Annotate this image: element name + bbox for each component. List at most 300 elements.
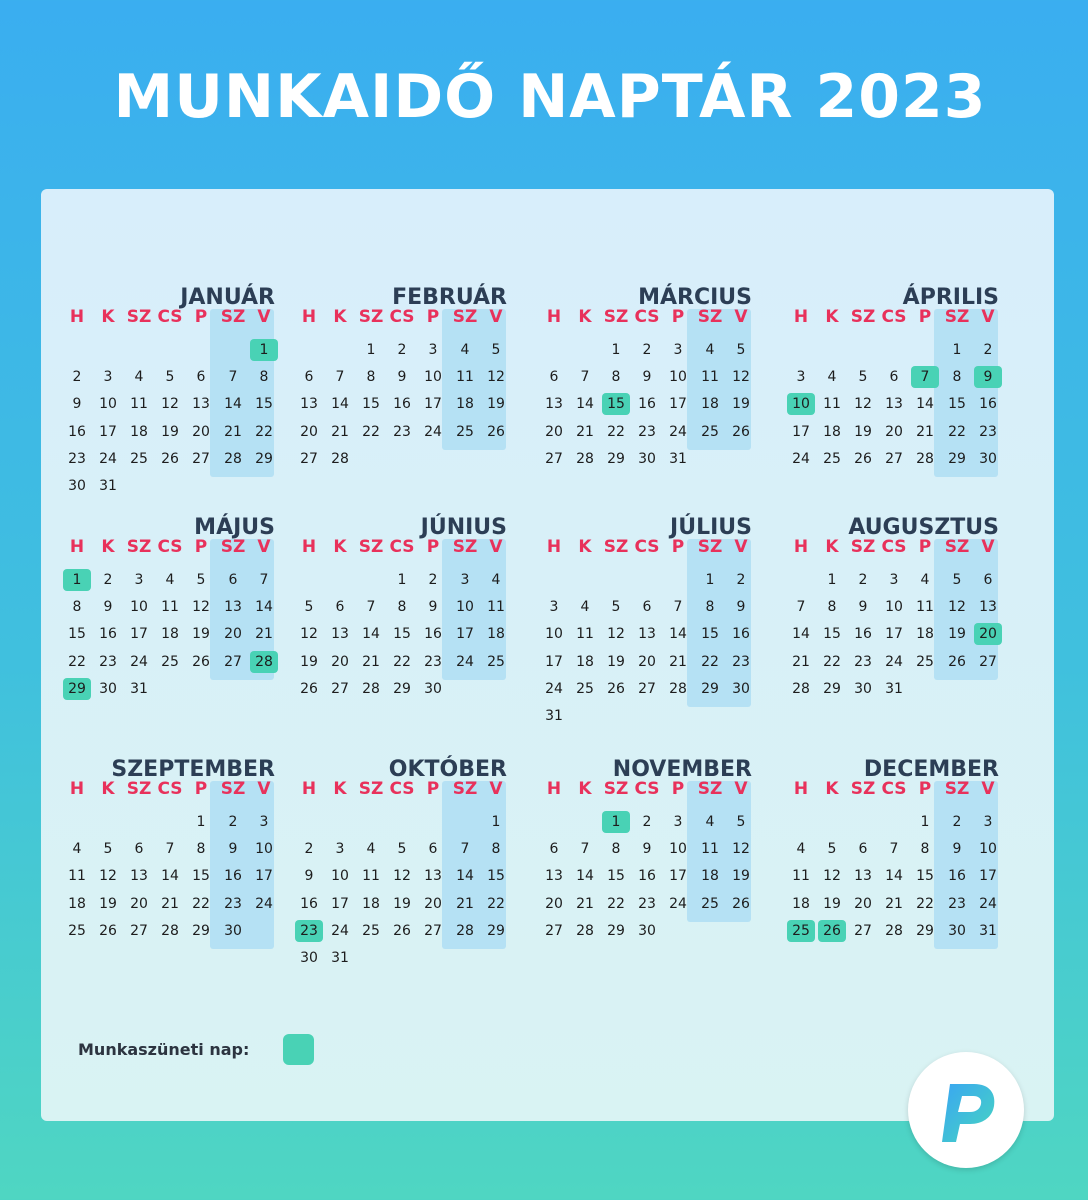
day-cell: 28 <box>224 450 242 467</box>
day-cell: 5 <box>397 841 407 858</box>
day-cell: 3 <box>259 814 269 830</box>
day-cell: 27 <box>854 922 872 939</box>
day-cell: 22 <box>393 653 411 670</box>
day-cell: 24 <box>331 922 349 939</box>
day-cell: 3 <box>983 814 993 830</box>
day-cell: 5 <box>304 599 314 616</box>
day-cell: 25 <box>362 922 380 939</box>
day-cell: 16 <box>393 396 411 413</box>
day-cell: 4 <box>705 342 715 358</box>
weekday-label: SZ <box>126 779 152 799</box>
day-cell: 8 <box>611 369 621 386</box>
day-cell: 25 <box>68 922 86 939</box>
weekday-label: K <box>101 307 115 327</box>
day-cell: 22 <box>823 653 841 670</box>
weekday-label: SZ <box>850 537 876 557</box>
day-cell: 15 <box>823 626 841 643</box>
day-cell: 20 <box>545 423 563 440</box>
day-cell: 15 <box>948 396 966 413</box>
day-cell: 16 <box>732 626 750 643</box>
day-cell: 20 <box>638 653 656 670</box>
day-cell: 2 <box>642 814 652 830</box>
day-cell: 5 <box>736 342 746 358</box>
day-cell: 16 <box>300 895 318 912</box>
weekday-label: P <box>426 779 440 799</box>
day-cell: 24 <box>885 653 903 670</box>
day-cell: 25 <box>161 653 179 670</box>
weekday-label: SZ <box>603 779 629 799</box>
day-cell: 27 <box>192 450 210 467</box>
day-cell: 16 <box>68 423 86 440</box>
day-cell: 4 <box>134 369 144 386</box>
day-cell: 20 <box>545 895 563 912</box>
weekday-label: H <box>69 779 85 799</box>
day-cell: 8 <box>491 841 501 858</box>
day-cell: 16 <box>99 626 117 643</box>
day-cell: 9 <box>428 599 438 616</box>
day-cell: 21 <box>792 653 810 670</box>
day-cell: 13 <box>300 396 318 413</box>
day-cell: 12 <box>732 841 750 858</box>
day-cell: 26 <box>487 423 505 440</box>
day-cell: 21 <box>576 895 594 912</box>
weekday-label: P <box>918 307 932 327</box>
day-cell: 18 <box>130 423 148 440</box>
day-cell: 12 <box>393 868 411 885</box>
day-cell: 21 <box>885 895 903 912</box>
weekday-label: H <box>301 779 317 799</box>
day-cell: 6 <box>549 369 559 386</box>
day-cell: 31 <box>885 680 903 697</box>
day-cell: 30 <box>300 950 318 966</box>
day-cell: 18 <box>68 895 86 912</box>
weekday-header <box>787 305 1009 332</box>
weekday-label: P <box>671 307 685 327</box>
day-cell: 14 <box>576 396 594 413</box>
day-cell: 10 <box>456 599 474 616</box>
day-cell: 29 <box>607 450 625 467</box>
weekday-label: K <box>578 779 592 799</box>
weekday-label: V <box>981 307 995 327</box>
day-cell: 10 <box>545 626 563 643</box>
day-cell: 7 <box>165 841 175 858</box>
day-cell: 2 <box>983 342 993 358</box>
weekday-label: SZ <box>452 779 478 799</box>
weekday-label: V <box>489 779 503 799</box>
day-cell: 17 <box>331 895 349 912</box>
weekday-label: H <box>793 537 809 557</box>
day-cell: 20 <box>424 895 442 912</box>
day-cell: 23 <box>68 450 86 467</box>
weekday-label: K <box>825 307 839 327</box>
weekday-label: V <box>734 307 748 327</box>
weekday-label: V <box>734 779 748 799</box>
day-cell: 19 <box>823 895 841 912</box>
day-cell: 23 <box>979 423 997 440</box>
day-cell: 7 <box>228 369 238 386</box>
day-cell: 15 <box>255 396 273 413</box>
day-cell: 3 <box>335 841 345 858</box>
weekday-label: CS <box>157 537 183 557</box>
day-cell: 2 <box>103 572 113 588</box>
day-cell: 19 <box>161 423 179 440</box>
day-cell: 17 <box>979 868 997 885</box>
day-cell: 26 <box>393 922 411 939</box>
day-cell: 22 <box>255 423 273 440</box>
weekday-label: K <box>333 307 347 327</box>
day-cell: 26 <box>732 895 750 912</box>
day-cell: 16 <box>224 868 242 885</box>
day-cell: 3 <box>428 342 438 358</box>
day-cell: 13 <box>130 868 148 885</box>
day-cell: 6 <box>549 841 559 858</box>
day-cell: 23 <box>948 895 966 912</box>
day-cell: 17 <box>130 626 148 643</box>
day-cell: 15 <box>393 626 411 643</box>
day-cell: 12 <box>192 599 210 616</box>
weekday-header <box>63 777 285 804</box>
weekday-label: SZ <box>220 307 246 327</box>
day-cell: 6 <box>642 599 652 616</box>
weekday-label: K <box>578 307 592 327</box>
day-cell: 26 <box>99 922 117 939</box>
day-cell: 22 <box>68 653 86 670</box>
day-cell: 19 <box>487 396 505 413</box>
day-cell: 18 <box>487 626 505 643</box>
month-name: FEBRUÁR <box>392 285 507 310</box>
day-cell: 29 <box>823 680 841 697</box>
day-cell: 29 <box>487 922 505 939</box>
weekday-label: SZ <box>944 779 970 799</box>
weekday-label: K <box>333 537 347 557</box>
weekday-label: P <box>194 779 208 799</box>
day-cell: 7 <box>580 369 590 386</box>
weekday-label: SZ <box>850 779 876 799</box>
day-cell: 13 <box>424 868 442 885</box>
day-cell: 5 <box>611 599 621 616</box>
day-cell: 31 <box>979 922 997 939</box>
day-cell: 7 <box>259 572 269 588</box>
day-cell: 5 <box>827 841 837 858</box>
holiday-day: 1 <box>250 339 278 361</box>
day-cell: 20 <box>224 626 242 643</box>
month-name: JANUÁR <box>180 285 275 310</box>
day-cell: 17 <box>545 653 563 670</box>
day-cell: 10 <box>99 396 117 413</box>
weekday-header <box>295 535 517 562</box>
weekday-label: H <box>69 307 85 327</box>
day-cell: 28 <box>576 922 594 939</box>
day-cell: 8 <box>397 599 407 616</box>
day-cell: 28 <box>456 922 474 939</box>
day-cell: 24 <box>979 895 997 912</box>
day-cell: 28 <box>916 450 934 467</box>
holiday-day: 15 <box>602 393 630 415</box>
weekday-label: CS <box>389 307 415 327</box>
day-cell: 8 <box>705 599 715 616</box>
weekday-label: V <box>981 779 995 799</box>
weekday-label: P <box>671 537 685 557</box>
month-name: SZEPTEMBER <box>111 757 275 782</box>
weekday-label: V <box>981 537 995 557</box>
day-cell: 15 <box>192 868 210 885</box>
day-cell: 7 <box>796 599 806 616</box>
holiday-day: 9 <box>974 366 1002 388</box>
day-cell: 4 <box>460 342 470 358</box>
legend-label: Munkaszüneti nap: <box>78 1040 250 1059</box>
day-cell: 23 <box>99 653 117 670</box>
day-cell: 19 <box>948 626 966 643</box>
day-cell: 2 <box>428 572 438 588</box>
day-cell: 21 <box>161 895 179 912</box>
day-cell: 11 <box>362 868 380 885</box>
day-cell: 14 <box>456 868 474 885</box>
day-cell: 9 <box>304 868 314 885</box>
day-cell: 2 <box>304 841 314 858</box>
day-cell: 29 <box>701 680 719 697</box>
day-cell: 13 <box>224 599 242 616</box>
day-cell: 24 <box>792 450 810 467</box>
day-cell: 27 <box>331 680 349 697</box>
day-cell: 27 <box>424 922 442 939</box>
weekday-label: V <box>257 307 271 327</box>
day-cell: 24 <box>545 680 563 697</box>
weekday-label: H <box>69 537 85 557</box>
day-cell: 22 <box>607 423 625 440</box>
weekday-label: CS <box>881 537 907 557</box>
weekday-label: SZ <box>126 307 152 327</box>
day-cell: 5 <box>196 572 206 588</box>
day-cell: 7 <box>460 841 470 858</box>
day-cell: 9 <box>642 841 652 858</box>
day-cell: 12 <box>607 626 625 643</box>
day-cell: 31 <box>130 680 148 697</box>
day-cell: 26 <box>161 450 179 467</box>
day-cell: 1 <box>920 814 930 830</box>
day-cell: 29 <box>192 922 210 939</box>
month-name: JÚLIUS <box>670 515 752 540</box>
p-logo-icon <box>908 1052 1024 1168</box>
day-cell: 8 <box>827 599 837 616</box>
weekday-label: P <box>918 537 932 557</box>
weekday-label: SZ <box>603 307 629 327</box>
day-cell: 30 <box>979 450 997 467</box>
day-cell: 4 <box>72 841 82 858</box>
day-cell: 18 <box>792 895 810 912</box>
day-cell: 10 <box>979 841 997 858</box>
month-name: MÁRCIUS <box>638 285 752 310</box>
weekday-label: SZ <box>220 779 246 799</box>
day-cell: 22 <box>362 423 380 440</box>
day-cell: 12 <box>732 369 750 386</box>
day-cell: 1 <box>397 572 407 588</box>
day-cell: 4 <box>580 599 590 616</box>
day-cell: 1 <box>827 572 837 588</box>
day-cell: 22 <box>701 653 719 670</box>
day-cell: 12 <box>854 396 872 413</box>
day-cell: 8 <box>72 599 82 616</box>
day-cell: 11 <box>161 599 179 616</box>
weekday-header <box>787 535 1009 562</box>
day-cell: 26 <box>948 653 966 670</box>
day-cell: 6 <box>858 841 868 858</box>
day-cell: 19 <box>607 653 625 670</box>
day-cell: 5 <box>952 572 962 588</box>
day-cell: 27 <box>300 450 318 467</box>
day-cell: 18 <box>576 653 594 670</box>
day-cell: 27 <box>224 653 242 670</box>
day-cell: 20 <box>331 653 349 670</box>
weekday-label: SZ <box>126 537 152 557</box>
day-cell: 19 <box>854 423 872 440</box>
day-cell: 11 <box>916 599 934 616</box>
day-cell: 12 <box>300 626 318 643</box>
day-cell: 9 <box>72 396 82 413</box>
day-cell: 29 <box>948 450 966 467</box>
day-cell: 27 <box>979 653 997 670</box>
day-cell: 18 <box>823 423 841 440</box>
day-cell: 31 <box>545 708 563 724</box>
day-cell: 17 <box>456 626 474 643</box>
weekday-label: CS <box>634 779 660 799</box>
day-cell: 1 <box>366 342 376 358</box>
day-cell: 14 <box>331 396 349 413</box>
day-cell: 11 <box>68 868 86 885</box>
day-cell: 19 <box>732 396 750 413</box>
weekday-label: P <box>426 537 440 557</box>
day-cell: 25 <box>701 423 719 440</box>
day-cell: 22 <box>607 895 625 912</box>
month-name: MÁJUS <box>194 515 275 540</box>
day-cell: 22 <box>487 895 505 912</box>
day-cell: 12 <box>161 396 179 413</box>
day-cell: 15 <box>607 868 625 885</box>
p-logo-graphic <box>936 1076 998 1146</box>
day-cell: 11 <box>576 626 594 643</box>
day-cell: 5 <box>165 369 175 386</box>
day-cell: 9 <box>736 599 746 616</box>
day-cell: 13 <box>854 868 872 885</box>
day-cell: 12 <box>99 868 117 885</box>
weekday-label: CS <box>634 307 660 327</box>
month-name: DECEMBER <box>863 757 999 782</box>
day-cell: 10 <box>255 841 273 858</box>
day-cell: 16 <box>638 868 656 885</box>
weekday-label: P <box>426 307 440 327</box>
holiday-day: 20 <box>974 623 1002 645</box>
day-cell: 24 <box>130 653 148 670</box>
day-cell: 17 <box>669 868 687 885</box>
weekday-label: V <box>257 537 271 557</box>
weekday-label: K <box>101 537 115 557</box>
day-cell: 7 <box>889 841 899 858</box>
weekday-label: SZ <box>452 537 478 557</box>
day-cell: 23 <box>224 895 242 912</box>
day-cell: 25 <box>916 653 934 670</box>
day-cell: 26 <box>732 423 750 440</box>
weekday-label: CS <box>634 537 660 557</box>
day-cell: 11 <box>456 369 474 386</box>
weekday-label: P <box>194 307 208 327</box>
day-cell: 21 <box>456 895 474 912</box>
weekday-header <box>540 535 762 562</box>
day-cell: 6 <box>304 369 314 386</box>
day-cell: 3 <box>673 342 683 358</box>
weekday-label: H <box>546 779 562 799</box>
month-name: JÚNIUS <box>420 515 507 540</box>
day-cell: 3 <box>673 814 683 830</box>
day-cell: 21 <box>669 653 687 670</box>
weekday-label: K <box>101 779 115 799</box>
day-cell: 27 <box>545 922 563 939</box>
holiday-day: 26 <box>818 920 846 942</box>
day-cell: 23 <box>638 895 656 912</box>
day-cell: 2 <box>858 572 868 588</box>
day-cell: 22 <box>192 895 210 912</box>
day-cell: 23 <box>393 423 411 440</box>
day-cell: 17 <box>669 396 687 413</box>
day-cell: 7 <box>335 369 345 386</box>
day-cell: 17 <box>792 423 810 440</box>
day-cell: 13 <box>331 626 349 643</box>
day-cell: 12 <box>823 868 841 885</box>
day-cell: 30 <box>99 680 117 697</box>
weekday-label: K <box>578 537 592 557</box>
holiday-day: 25 <box>787 920 815 942</box>
day-cell: 18 <box>701 868 719 885</box>
day-cell: 17 <box>255 868 273 885</box>
day-cell: 29 <box>255 450 273 467</box>
day-cell: 8 <box>611 841 621 858</box>
day-cell: 26 <box>607 680 625 697</box>
day-cell: 14 <box>576 868 594 885</box>
weekday-label: H <box>301 307 317 327</box>
day-cell: 13 <box>545 868 563 885</box>
day-cell: 13 <box>638 626 656 643</box>
day-cell: 22 <box>916 895 934 912</box>
day-cell: 9 <box>103 599 113 616</box>
day-cell: 13 <box>192 396 210 413</box>
day-cell: 21 <box>255 626 273 643</box>
day-cell: 25 <box>130 450 148 467</box>
day-cell: 5 <box>103 841 113 858</box>
weekday-label: CS <box>881 307 907 327</box>
day-cell: 6 <box>196 369 206 386</box>
day-cell: 2 <box>72 369 82 386</box>
weekday-header <box>787 777 1009 804</box>
day-cell: 11 <box>130 396 148 413</box>
weekday-label: SZ <box>944 537 970 557</box>
weekday-label: CS <box>157 307 183 327</box>
day-cell: 23 <box>854 653 872 670</box>
day-cell: 4 <box>827 369 837 386</box>
day-cell: 6 <box>228 572 238 588</box>
day-cell: 23 <box>638 423 656 440</box>
day-cell: 24 <box>255 895 273 912</box>
month-name: OKTÓBER <box>388 757 507 782</box>
day-cell: 1 <box>705 572 715 588</box>
holiday-day: 23 <box>295 920 323 942</box>
day-cell: 7 <box>673 599 683 616</box>
day-cell: 4 <box>920 572 930 588</box>
day-cell: 24 <box>99 450 117 467</box>
day-cell: 20 <box>300 423 318 440</box>
holiday-day: 1 <box>63 569 91 591</box>
page-title: MUNKAIDŐ NAPTÁR 2023 <box>113 62 987 132</box>
day-cell: 14 <box>885 868 903 885</box>
day-cell: 15 <box>701 626 719 643</box>
day-cell: 28 <box>362 680 380 697</box>
